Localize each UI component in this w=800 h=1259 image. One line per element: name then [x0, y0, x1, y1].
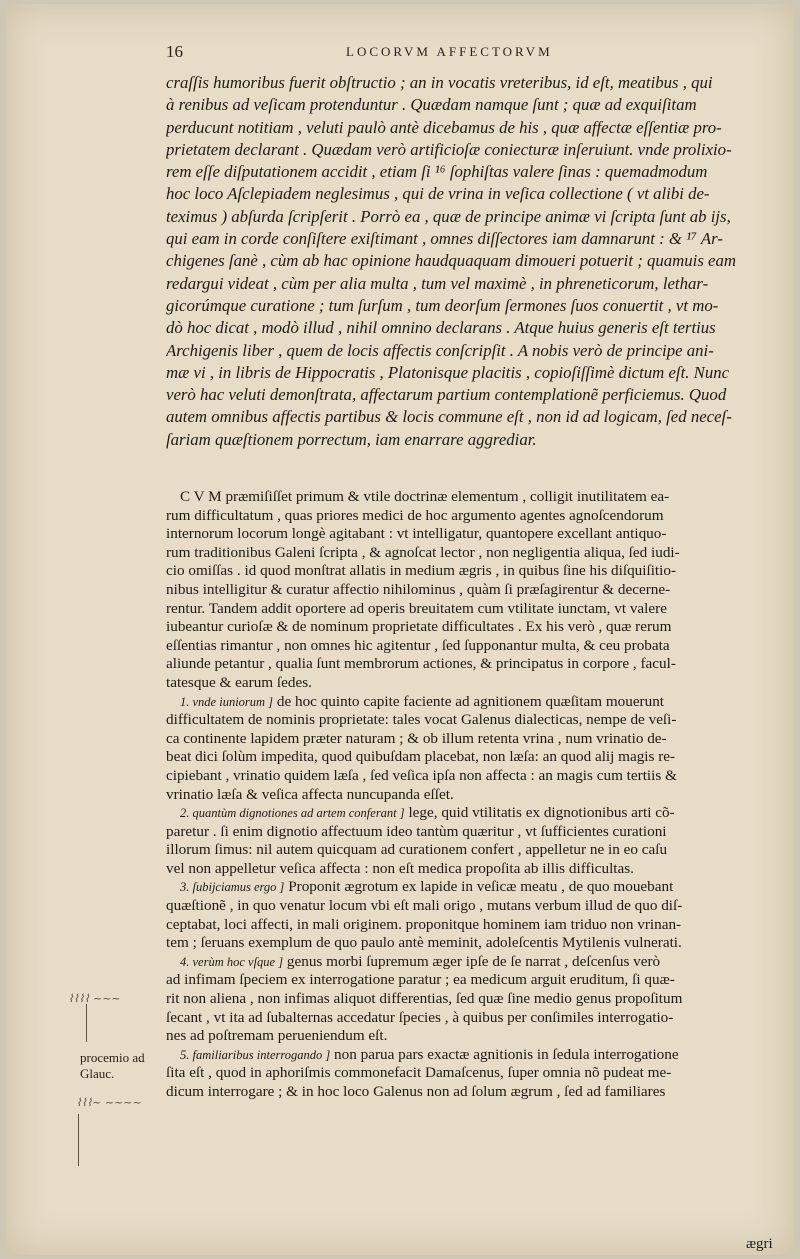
- commentary-text-line: [166, 525, 776, 544]
- commentary-text: ad infimam ſpeciem ex interrogatione paratur ; ea medicum arguit eruditum, ſi quæ-: [166, 971, 675, 989]
- commentary-text: ceptabat, loci affecti, in mali originem. proponitque hominem iam triduo non vrinan-: [166, 915, 682, 933]
- italic-text-line: hoc loco Aſclepiadem neglesimus , qui de vrina in veſica collectione ( vt alibi de-: [166, 184, 710, 204]
- commentary-text: iubeantur curioſæ & de nominum proprietate difficultates . Ex his verò , quæ rerum: [166, 618, 672, 636]
- commentary-text-block: [166, 488, 776, 1102]
- commentary-text-line: [166, 618, 776, 637]
- handwritten-annotation: ⌇⌇⌇⌇ ~~~: [68, 992, 121, 1005]
- commentary-text: ca continente lapidem præter naturam ; & ob illum retenta vrina , num vrinatio de-: [166, 729, 667, 747]
- commentary-text-line: [166, 562, 776, 581]
- commentary-text: rum difficultatum , quas priores medici de hoc argumento agentes agnoſcendorum: [166, 506, 664, 524]
- commentary-text: beat dici ſolùm impedita, quod quibuſdam placebat, non læſa: an quod alij magis re-: [166, 748, 676, 766]
- commentary-text: dicum interrogare ; & in hoc loco Galenus non ad ſolum ægrum , ſed ad familiares: [166, 1083, 666, 1100]
- commentary-text-line: [166, 860, 776, 879]
- italic-text-line: mæ vi , in libris de Hippocratis , Platonisque placitis , copioſiſſimè dictum eſt. Nunc: [166, 362, 730, 382]
- lemma-reference: 3. ſubijciamus ergo ]: [180, 880, 285, 895]
- handwritten-bracket: [86, 1004, 87, 1042]
- commentary-text-line: [166, 878, 776, 897]
- commentary-text-line: [166, 1083, 776, 1102]
- running-head: LOCORVM AFFECTORVM: [346, 44, 553, 59]
- commentary-text: non parua pars exactæ agnitionis in ſedula interrogatione: [330, 1045, 679, 1063]
- commentary-text: de hoc quinto capite faciente ad agnitionem quæſitam mouerunt: [273, 692, 665, 710]
- commentary-text-line: [166, 804, 776, 823]
- italic-text-line: qui eam in corde conſiſtere exiſtimant , omnes diſſectores iam damnarunt : & ¹⁷ Ar-: [166, 229, 723, 249]
- italic-text-line: perducunt notitiam , veluti paulò antè dicebamus de his , quæ affectæ eſſentiæ pro-: [166, 117, 722, 137]
- page-header: [166, 42, 786, 62]
- commentary-text: vel non appelletur veſica affecta : non eſt medica propoſita ab illis difficultas.: [166, 859, 634, 877]
- commentary-text: genus morbi ſupremum æger ipſe de ſe narrat , deſcenſus verò: [283, 952, 661, 970]
- lemma-reference: 1. vnde iuniorum ]: [180, 694, 274, 709]
- commentary-text-line: [166, 488, 776, 507]
- commentary-text: ſita eſt , quod in aphoriſmis commonefacit Damaſcenus, ſuper omnia nõ pudeat me-: [166, 1064, 672, 1082]
- commentary-text-line: [166, 1064, 776, 1083]
- italic-text-line: rem eſſe diſputationem accidit , etiam ſi ¹⁶ ſophiſtas valere ſinas : quemadmodum: [166, 162, 708, 182]
- commentary-text: cio omiſſas . id quod monſtrat allatis in medium ægris , in quibus ſine his diſquiſitio-: [166, 562, 677, 580]
- commentary-text-line: [166, 934, 776, 953]
- commentary-text-line: [166, 730, 776, 749]
- commentary-text-line: [166, 507, 776, 526]
- commentary-text-line: [166, 693, 776, 712]
- handwritten-bracket: [78, 1114, 79, 1166]
- lemma-reference: 4. verùm hoc vſque ]: [180, 954, 284, 969]
- commentary-text-line: [166, 767, 776, 786]
- commentary-text: nibus intelligitur & curatur affectio nihilominus , quàm ſi præſagirentur & decerne-: [166, 580, 671, 598]
- italic-text-line: redargui videat , cùm per alia multa , tum vel maximè , in phreneticorum, lethar-: [166, 273, 709, 293]
- commentary-text-line: [166, 544, 776, 563]
- book-page: [6, 4, 794, 1255]
- commentary-text: tem ; ſeruans exemplum de quo paulo antè meminit, adoleſcentis Mytilenis vulnerati.: [166, 934, 682, 952]
- commentary-text-line: [166, 1027, 776, 1046]
- italic-text-line: ſariam quæſtionem porrectum, iam enarrare aggrediar.: [166, 429, 537, 449]
- italic-text-block: [166, 72, 776, 451]
- italic-text-line: gicorúmque curatione ; tum ſurſum , tum deorſum ſermones ſuos conuertit , vt mo-: [166, 295, 719, 315]
- commentary-text-line: [166, 953, 776, 972]
- commentary-text-line: [166, 1009, 776, 1028]
- commentary-text-line: [166, 823, 776, 842]
- italic-text-line: à renibus ad veſicam protenduntur . Quædam namque ſunt ; quæ ad exquiſitam: [166, 95, 697, 115]
- commentary-text-line: [166, 637, 776, 656]
- commentary-text: lege, quid vtilitatis ex dignotionibus arti cõ-: [404, 804, 675, 822]
- commentary-text-line: [166, 600, 776, 619]
- commentary-text: eſſentias rimantur , non omnes hic agitentur , ſed ſupponantur multa, & ceu probata: [166, 636, 670, 654]
- commentary-text: quæſtionẽ , in quo venatur locum vbi eſt mali origo , mutans verbum illud de quo diſ-: [166, 897, 683, 915]
- commentary-text: cipiebant , vrinatio quidem læſa , ſed veſica ipſa non affecta : an magis cum tertiis &: [166, 766, 677, 784]
- commentary-text: aliunde petantur , qualia ſunt membrorum actiones, & principatus in corpore , facul-: [166, 655, 676, 673]
- commentary-text: rentur. Tandem addit oportere ad operis breuitatem cum vtilitate iunctam, vt valere: [166, 599, 667, 617]
- lemma-reference: 5. familiaribus interrogando ]: [180, 1047, 331, 1062]
- italic-text-line: dò hoc dicat , modò illud , nihil omnino declarans . Atque huius generis eſt tertius: [166, 318, 716, 338]
- italic-text-line: Archigenis liber , quem de locis affectis conſcripſit . A nobis verò de principe ani-: [166, 340, 714, 360]
- italic-text-line: verò hac veluti demonſtrata, affectarum partium contemplationẽ perficiemus. Quod: [166, 385, 727, 405]
- handwritten-annotation: ⌇⌇⌇~ ~~~~: [76, 1096, 142, 1109]
- italic-text-line: autem omnibus affectis partibus & locis commune eſt , non id ad logicam, ſed neceſ-: [166, 407, 732, 427]
- commentary-text-line: [166, 711, 776, 730]
- commentary-text-line: [166, 748, 776, 767]
- commentary-text-line: [166, 581, 776, 600]
- commentary-text-line: [166, 655, 776, 674]
- commentary-text-line: [166, 841, 776, 860]
- commentary-text-line: [166, 1046, 776, 1065]
- commentary-text: tatesque & earum ſedes.: [166, 673, 312, 691]
- margin-note-line: procemio ad: [80, 1050, 145, 1065]
- commentary-text: C V M præmiſiſſet primum & vtile doctrinæ elementum , colligit inutilitatem ea-: [180, 488, 670, 505]
- commentary-text-line: [166, 897, 776, 916]
- commentary-text: difficultatem de nominis proprietate: tales vocat Galenus dialecticas, nempe de veſi-: [166, 711, 677, 729]
- commentary-text-line: [166, 674, 776, 693]
- italic-text-line: craſſis humoribus fuerit obſtructio ; an in vocatis vreteribus, id eſt, meatibus , qui: [166, 73, 713, 92]
- italic-text-line: prietatem declarant . Quædam verò artificioſæ coniecturæ inſeruiunt. vnde prolixio-: [166, 139, 732, 159]
- page-number: 16: [166, 42, 183, 61]
- lemma-reference: 2. quantùm dignotiones ad artem conferant ]: [180, 806, 405, 821]
- commentary-text: nes ad poſtremam perueniendum eſt.: [166, 1027, 388, 1045]
- italic-text-line: teximus ) abſurda ſcripſerit . Porrò ea , quæ de principe animæ vi ſcripta ſunt ab ijs,: [166, 206, 731, 226]
- catchword: ægri: [746, 1236, 773, 1252]
- commentary-text: Proponit ægrotum ex lapide in veſicæ meatu , de quo mouebant: [284, 878, 674, 896]
- commentary-text: paretur . ſi enim dignotio affectuum ideo tantùm quæritur , vt ſufficientes curationi: [166, 822, 667, 840]
- commentary-text-line: [166, 916, 776, 935]
- commentary-text: rum traditionibus Galeni ſcripta , & agnoſcat lector , non negligentia aliqua, ſed iudi-: [166, 543, 680, 561]
- commentary-text: vrinatio læſa & veſica affecta nuncupanda eſſet.: [166, 785, 454, 803]
- commentary-text: illorum ſimus: nil autem quicquam ad curationem confert , appelletur ne in eo caſu: [166, 841, 668, 859]
- commentary-text: ſecant , vt ita ad ſubalternas accedatur ſpecies , à quibus per conſimiles interrogatio-: [166, 1008, 674, 1026]
- commentary-text-line: [166, 971, 776, 990]
- commentary-text-line: [166, 786, 776, 805]
- commentary-text-line: [166, 990, 776, 1009]
- commentary-text: rit non aliena , non infimas aliquot differentias, ſed quæ ſine medio genus propoſitum: [166, 990, 683, 1008]
- margin-note-line: Glauc.: [80, 1066, 115, 1081]
- printed-margin-note: [80, 1050, 145, 1082]
- commentary-text: internorum locorum longè agitabant : vt intelligatur, quantopere excellant antiquo-: [166, 525, 667, 543]
- italic-text-line: chigenes ſanè , cùm ab hac opinione haudquaquam dimoueri potuerit ; quamuis eam: [166, 251, 737, 271]
